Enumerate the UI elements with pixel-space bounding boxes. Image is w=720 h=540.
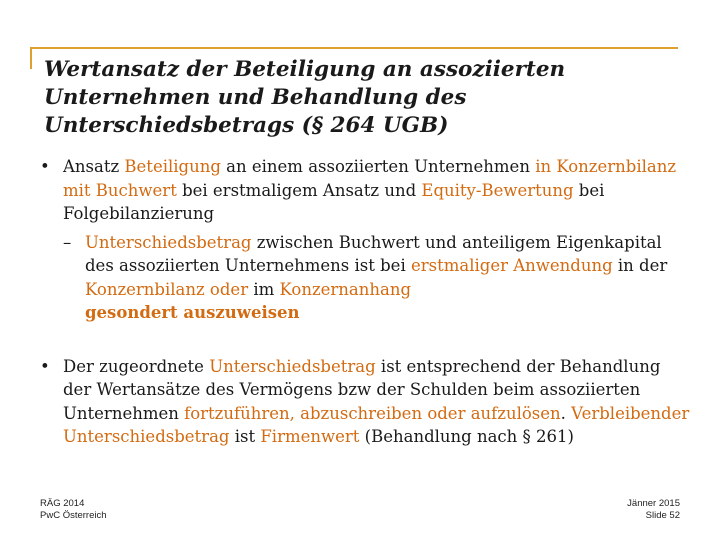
title-rule bbox=[30, 47, 678, 49]
bullet-marker: • bbox=[40, 356, 50, 376]
footer-right-line-1: Jänner 2015 bbox=[627, 498, 680, 509]
footer-left-line-1: RÄG 2014 bbox=[40, 498, 85, 509]
bullet-1-text: bei Folgebilanzierung bbox=[63, 180, 605, 223]
bullet-1-highlight: Beteiligung bbox=[124, 157, 221, 176]
bullet-1-highlight: in Konzernbilanz mit Buchwert bbox=[63, 157, 677, 200]
bullet-2-highlight: Firmenwert bbox=[260, 427, 360, 446]
bullet-2-highlight: Verbleibender Unterschiedsbetrag bbox=[63, 403, 690, 446]
title-line-3: Unterschiedsbetrags (§ 264 UGB) bbox=[44, 113, 449, 138]
slide-body bbox=[40, 155, 690, 449]
sub-bullet-marker: – bbox=[63, 232, 72, 252]
sub-bullet-emphasis: gesondert auszuweisen bbox=[85, 303, 300, 322]
footer-right-line-2: Slide 52 bbox=[645, 510, 680, 521]
bullet-2 bbox=[40, 355, 690, 449]
sub-bullet-text: im bbox=[248, 279, 280, 299]
footer-left-line-2: PwC Österreich bbox=[40, 510, 107, 521]
bullet-1-text: an einem assoziierten Unternehmen bbox=[220, 157, 536, 176]
bullet-2-text: (Behandlung nach § 261) bbox=[359, 427, 574, 446]
slide-title bbox=[44, 56, 684, 140]
bullet-2-text: ist entsprechend der Behandlung der Wertansätze des Vermögens bzw der Schulden beim assoziierten Unternehmen bbox=[63, 356, 661, 423]
sub-bullet-highlight: Konzernanhang bbox=[279, 279, 412, 299]
sub-bullet-text: zwischen Buchwert und anteiligem Eigenkapital des assoziierten Unternehmens ist bei bbox=[85, 232, 662, 275]
title-rule-corner bbox=[30, 47, 32, 69]
sub-bullet-text: in der bbox=[612, 256, 668, 275]
title-line-2: Unternehmen und Behandlung des bbox=[44, 85, 467, 110]
footer-right bbox=[627, 498, 680, 522]
sub-bullet-highlight: Unterschiedsbetrag bbox=[85, 232, 252, 252]
sub-bullet-highlight: Konzernbilanz oder bbox=[85, 279, 249, 299]
bullet-1-highlight: Equity-Bewertung bbox=[421, 180, 574, 200]
bullet-1-text: bei erstmaligem Ansatz und bbox=[176, 180, 422, 200]
bullet-2-highlight: Unterschiedsbetrag bbox=[209, 356, 376, 376]
title-line-1: Wertansatz der Beteiligung an assoziierten bbox=[44, 57, 566, 82]
sub-bullet-highlight: erstmaliger Anwendung bbox=[410, 256, 613, 275]
bullet-1-text: Ansatz bbox=[63, 157, 125, 176]
footer-left bbox=[40, 498, 107, 522]
spacer bbox=[40, 325, 690, 355]
bullet-marker: • bbox=[40, 157, 50, 176]
bullet-2-text: . bbox=[560, 403, 572, 423]
bullet-2-text: Der zugeordnete bbox=[63, 356, 210, 376]
sub-bullet-1 bbox=[40, 231, 690, 325]
bullet-1 bbox=[40, 155, 690, 226]
bullet-2-text: ist bbox=[229, 427, 261, 446]
bullet-2-highlight: fortzuführen, abzuschreiben oder aufzulösen bbox=[184, 403, 561, 423]
